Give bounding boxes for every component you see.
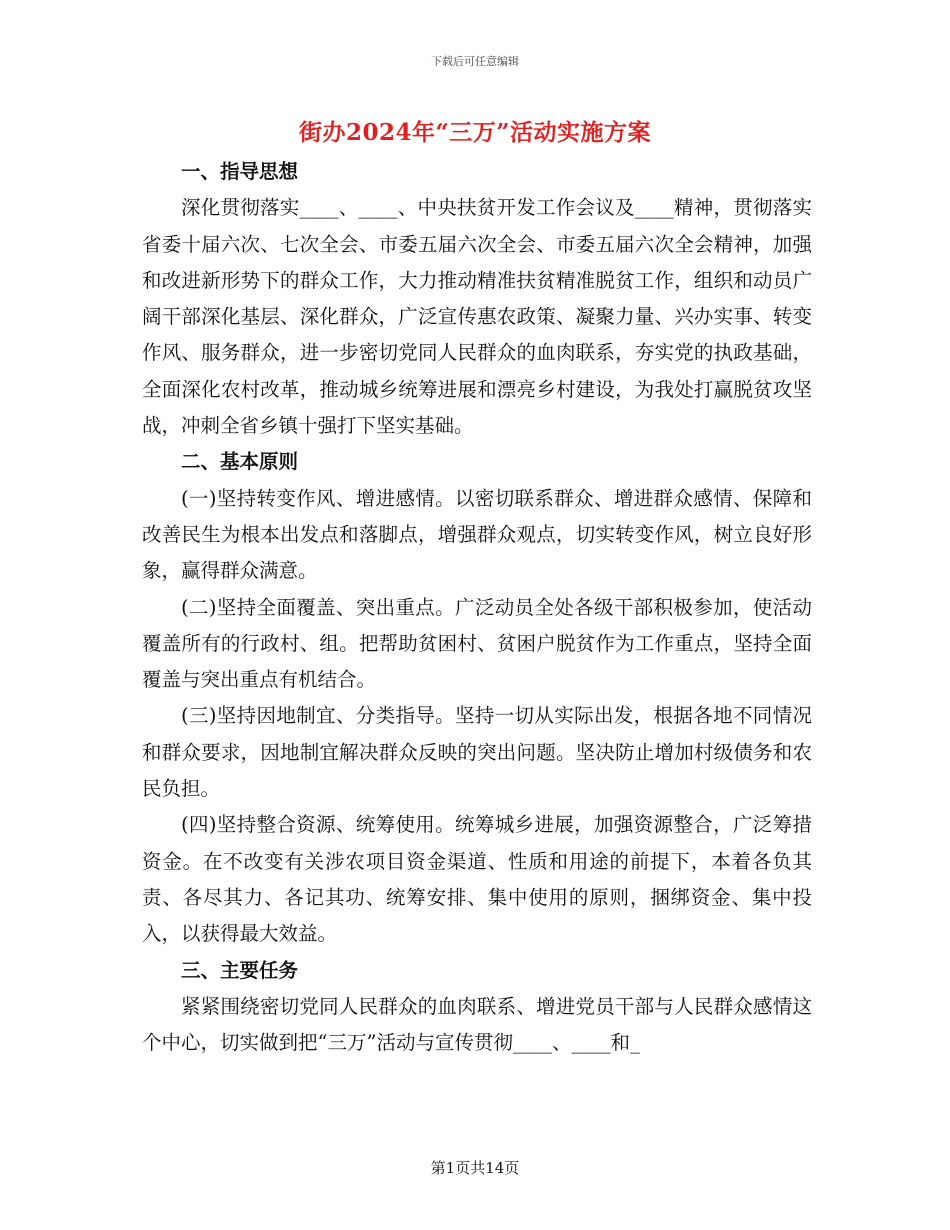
paragraph: 深化贯彻落实____、____、中央扶贫开发工作会议及____精神，贯彻落实省委十届六次、七次全会、市委五届六次全会、市委五届六次全会精神，加强和改进新形势下的群众工作，大力推动精准扶贫精准脱贫工作，组织和动员广阔干部深化基层、深化群众，广泛宣传惠农政策、凝聚力量、兴办实事、转变作风、服务群众，进一步密切党同人民群众的血肉联系，夯实党的执政基础，全面深化农村改革，推动城乡统筹进展和漂亮乡村建设，为我处打赢脱贫攻坚战，冲刺全省乡镇十强打下坚实基础。 xyxy=(142,196,812,438)
section-heading: 三、主要任务 xyxy=(181,958,299,982)
paragraph: (四)坚持整合资源、统筹使用。统筹城乡进展，加强资源整合，广泛筹措资金。在不改变有关涉农项目资金渠道、性质和用途的前提下，本着各负其责、各尽其力、各记其功、统筹安排、集中使用的原则，捆绑资金、集中投入，以获得最大效益。 xyxy=(142,813,812,946)
header-note: 下载后可任意编辑 xyxy=(431,55,519,68)
section-heading: 一、指导思想 xyxy=(181,160,299,183)
section-heading: 二、基本原则 xyxy=(181,450,299,474)
document-body xyxy=(142,154,812,1061)
section-basic-principles xyxy=(142,444,812,952)
section-main-tasks xyxy=(142,953,812,1062)
paragraph: (三)坚持因地制宜、分类指导。坚持一切从实际出发，根据各地不同情况和群众要求，因地制宜解决群众反映的突出问题。坚决防止增加村级债务和农民负担。 xyxy=(142,704,812,801)
paragraph: (一)坚持转变作风、增进感情。以密切联系群众、增进群众感情、保障和改善民生为根本出发点和落脚点，增强群众观点，切实转变作风，树立良好形象，赢得群众满意。 xyxy=(142,486,812,583)
paragraph: 紧紧围绕密切党同人民群众的血肉联系、增进党员干部与人民群众感情这个中心，切实做到把“三万”活动与宣传贯彻____、____和_ xyxy=(142,994,812,1055)
page-footer: 第1页共14页 xyxy=(430,1159,520,1177)
section-guiding-ideology xyxy=(142,154,812,444)
document-title: 街办2024年“三万”活动实施方案 xyxy=(299,119,651,146)
paragraph: (二)坚持全面覆盖、突出重点。广泛动员全处各级干部积极参加，使活动覆盖所有的行政村、组。把帮助贫困村、贫困户脱贫作为工作重点，坚持全面覆盖与突出重点有机结合。 xyxy=(142,595,812,692)
